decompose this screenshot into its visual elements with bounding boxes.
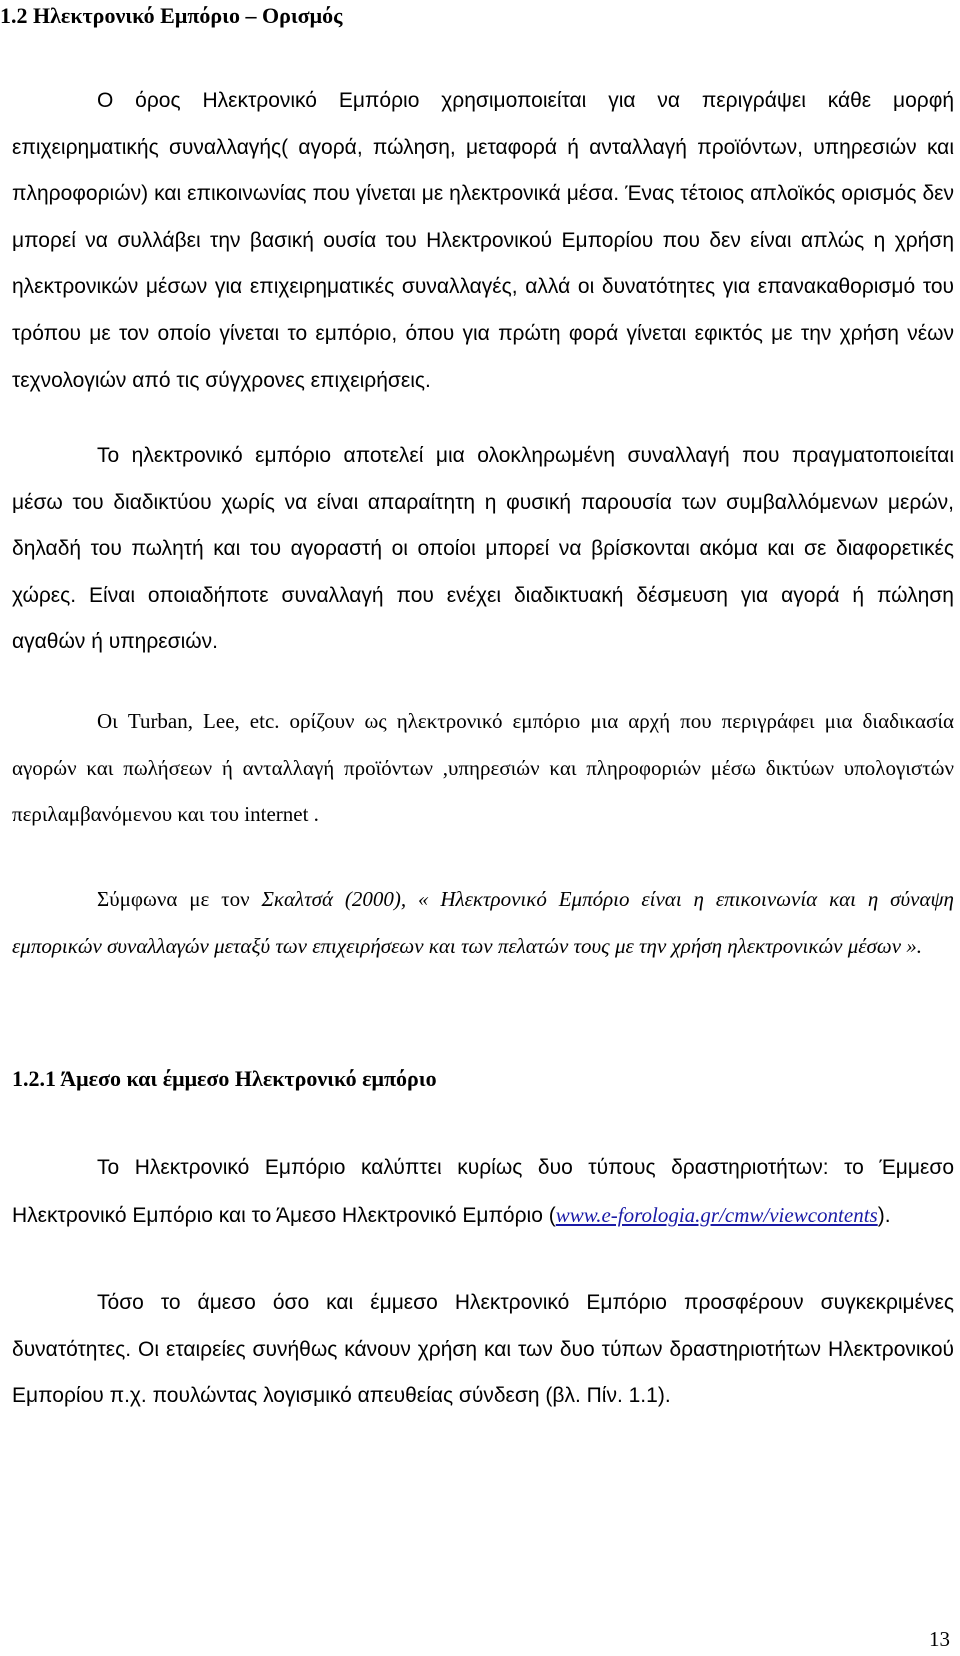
subsection-heading: 1.2.1 Άμεσο και έμμεσο Ηλεκτρονικό εμπόριο	[12, 1066, 437, 1091]
quote-lead: Σύμφωνα με τον	[97, 887, 262, 911]
section-heading: 1.2 Ηλεκτρονικό Εμπόριο – Ορισμός	[0, 3, 343, 28]
paragraph-turban-definition: Οι Turban, Lee, etc. ορίζουν ως ηλεκτρονικό εμπόριο μια αρχή που περιγράφει μια διαδικασία αγορών και πωλήσεων ή ανταλλαγή προϊόντων ,υπηρεσιών και πληροφοριών μέσω δικτύων υπολογιστών περιλαμβανόμενου και του internet .	[12, 709, 954, 827]
paragraph-definition: Ο όρος Ηλεκτρονικό Εμπόριο χρησιμοποιείται για να περιγράψει κάθε μορφή επιχειρηματικής συναλλαγής( αγορά, πώληση, μεταφορά ή ανταλλαγή προϊόντων, υπηρεσιών και πληροφοριών) και επικοινωνίας που γίνεται με ηλεκτρονικά μέσα. Ένας τέτοιος απλοϊκός ορισμός δεν μπορεί να συλλάβει την βασική ουσία του Ηλεκτρονικού Εμπορίου που δεν είναι απλώς η χρήση ηλεκτρονικών μέσων για επιχειρηματικές συναλλαγές, αλλά οι δυνατότητες για επανακαθορισμό του τρόπου με τον οποίο γίνεται το εμπόριο, όπου για πρώτη φορά γίνεται εφικτός με την χρήση νέων τεχνολογιών από τις σύγχρονες επιχειρήσεις.	[12, 89, 954, 392]
quote-text: Σκαλτσά (2000), « Ηλεκτρονικό Εμπόριο είναι η επικοινωνία και η σύναψη εμπορικών συναλλαγών μεταξύ των επιχειρήσεων και των πελατών τους με την χρήση ηλεκτρονικών μέσων ».	[12, 887, 954, 958]
paragraph-skaltsa-quote	[12, 876, 954, 969]
paragraph-types	[12, 1145, 954, 1239]
source-link[interactable]: www.e-forologia.gr/cmw/viewcontents	[555, 1202, 878, 1227]
types-text: Το Ηλεκτρονικό Εμπόριο καλύπτει κυρίως δυο τύπους δραστηριοτήτων: το Έμμεσο Ηλεκτρονικό Εμπόριο και το Άμεσο Ηλεκτρονικό Εμπόριο (	[12, 1156, 954, 1227]
paragraph-integrated-transaction: Το ηλεκτρονικό εμπόριο αποτελεί μια ολοκληρωμένη συναλλαγή που πραγματοποιείται μέσω του διαδικτύου χωρίς να είναι απαραίτητη η φυσική παρουσία των συμβαλλόμενων μερών, δηλαδή του πωλητή και του αγοραστή οι οποίοι μπορεί να βρίσκονται ακόμα και σε διαφορετικές χώρες. Είναι οποιαδήποτε συναλλαγή που ενέχει διαδικτυακή δέσμευση για αγορά ή πώληση αγαθών ή υπηρεσιών.	[12, 444, 954, 654]
paragraph-capabilities: Τόσο το άμεσο όσο και έμμεσο Ηλεκτρονικό Εμπόριο προσφέρουν συγκεκριμένες δυνατότητες. Οι εταιρείες συνήθως κάνουν χρήση και των δυο τύπων δραστηριοτήτων Ηλεκτρονικού Εμπορίου π.χ. πουλώντας λογισμικό απευθείας σύνδεση (βλ. Πίν. 1.1).	[12, 1291, 954, 1408]
types-tail: ).	[877, 1203, 891, 1227]
page-number: 13	[929, 1627, 950, 1651]
